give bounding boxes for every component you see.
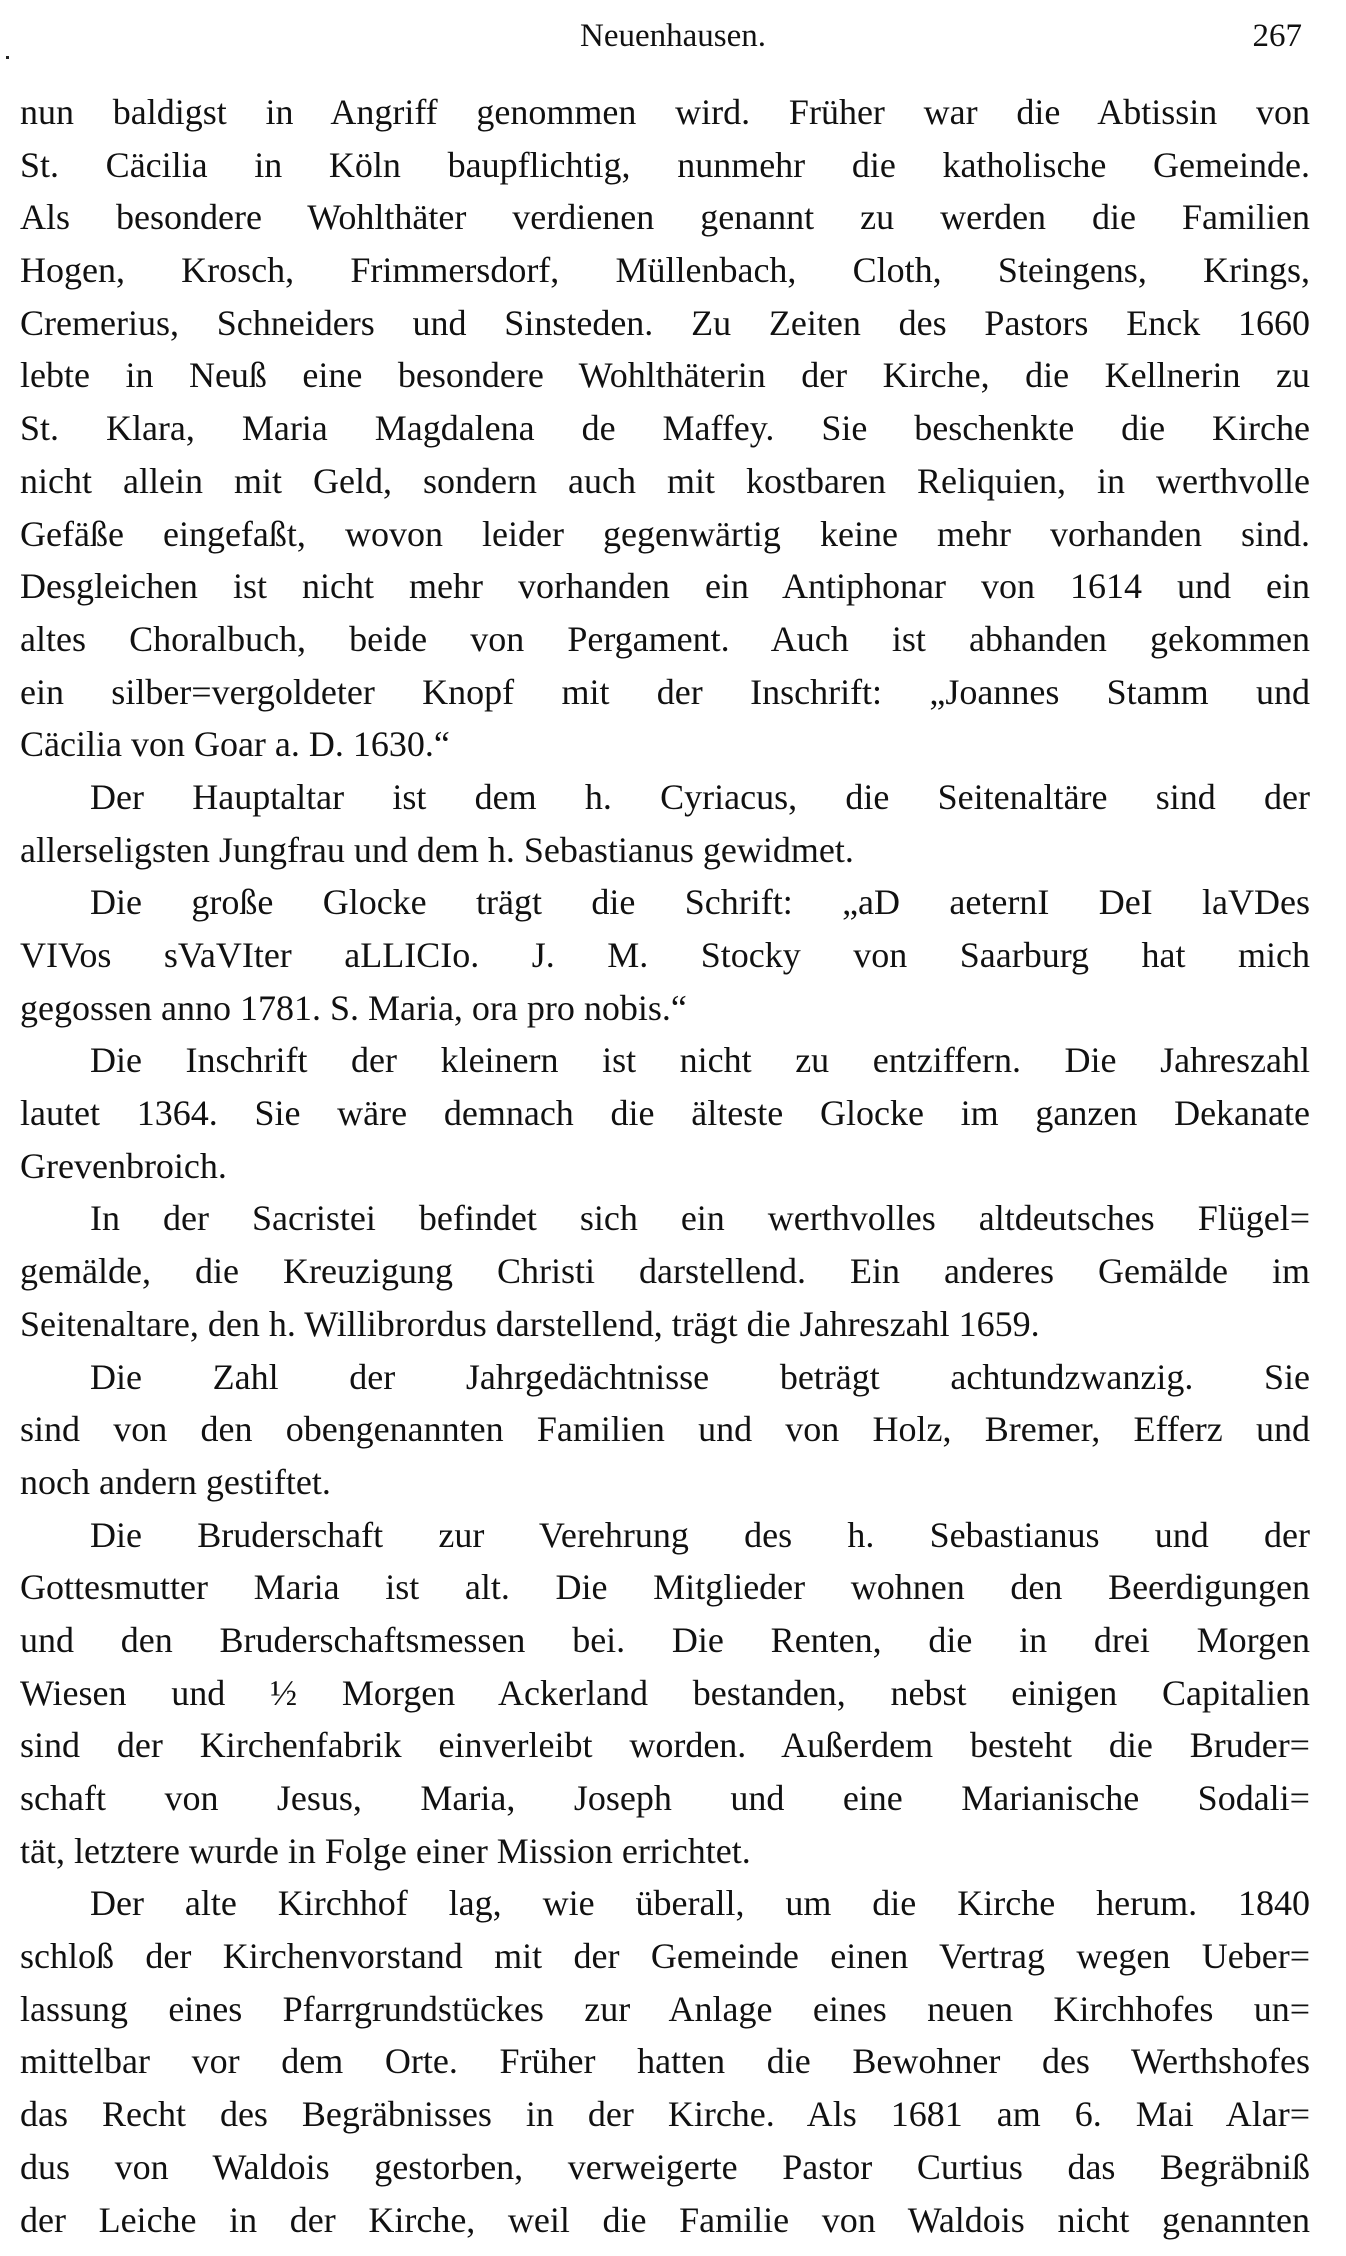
text-line: gegossen anno 1781. S. Maria, ora pro nobis.“	[20, 987, 687, 1028]
body-text	[20, 86, 1310, 2246]
paragraph	[20, 1034, 1310, 1192]
paragraph	[20, 771, 1310, 876]
text-line: lassung eines Pfarrgrundstückes zur Anlage eines neuen Kirchhofes un=	[20, 1988, 1310, 2029]
text-line: Die Bruderschaft zur Verehrung des h. Sebastianus und der	[90, 1514, 1310, 1555]
text-line: Gefäße eingefaßt, wovon leider gegenwärtig keine mehr vorhanden sind.	[20, 513, 1310, 554]
text-line: nun baldigst in Angriff genommen wird. Früher war die Abtissin von	[20, 92, 1310, 132]
paragraph	[20, 86, 1310, 771]
text-line: allerseligsten Jungfrau und dem h. Sebastianus gewidmet.	[20, 829, 854, 870]
text-line: Der alte Kirchhof lag, wie überall, um die Kirche herum. 1840	[90, 1883, 1310, 1924]
text-line: ein silber=vergoldeter Knopf mit der Inschrift: „Joannes Stamm und	[20, 671, 1310, 712]
text-line: schloß der Kirchenvorstand mit der Gemeinde einen Vertrag wegen Ueber=	[20, 1936, 1310, 1977]
text-line: lebte in Neuß eine besondere Wohlthäterin der Kirche, die Kellnerin zu	[20, 355, 1310, 396]
page-number: 267	[1252, 18, 1302, 54]
text-line: Desgleichen ist nicht mehr vorhanden ein Antiphonar von 1614 und ein	[20, 566, 1310, 607]
text-line: VIVos sVaVIter aLLICIo. J. M. Stocky von Saarburg hat mich	[20, 935, 1310, 975]
text-line: St. Cäcilia in Köln baupflichtig, nunmehr die katholische Gemeinde.	[20, 144, 1310, 185]
paragraph	[20, 876, 1310, 1034]
text-line: Die Inschrift der kleinern ist nicht zu entziffern. Die Jahreszahl	[90, 1040, 1310, 1081]
running-head	[0, 18, 1346, 62]
text-line: Der Hauptaltar ist dem h. Cyriacus, die Seitenaltäre sind der	[90, 776, 1310, 817]
text-line: sind von den obengenannten Familien und von Holz, Bremer, Efferz und	[20, 1409, 1310, 1450]
text-line: Grevenbroich.	[20, 1145, 227, 1186]
text-line: Die große Glocke trägt die Schrift: „aD aeternI DeI laVDes	[90, 882, 1310, 923]
text-line: St. Klara, Maria Magdalena de Maffey. Sie beschenkte die Kirche	[20, 408, 1310, 449]
paragraph	[20, 1509, 1310, 1878]
text-line: Wiesen und ½ Morgen Ackerland bestanden, nebst einigen Capitalien	[20, 1672, 1310, 1713]
text-line: Cremerius, Schneiders und Sinsteden. Zu Zeiten des Pastors Enck 1660	[20, 302, 1310, 343]
text-line: der Leiche in der Kirche, weil die Familie von Waldois nicht genannten	[20, 2199, 1310, 2240]
paragraph	[20, 1192, 1310, 1350]
running-head-title: Neuenhausen.	[579, 18, 766, 54]
text-line: Gottesmutter Maria ist alt. Die Mitglieder wohnen den Beerdigungen	[20, 1567, 1310, 1608]
text-line: sind der Kirchenfabrik einverleibt worden. Außerdem besteht die Bruder=	[20, 1725, 1310, 1766]
paragraph	[20, 1351, 1310, 1509]
text-line: mittelbar vor dem Orte. Früher hatten die Bewohner des Werthshofes	[20, 2041, 1310, 2082]
text-line: nicht allein mit Geld, sondern auch mit kostbaren Reliquien, in werthvolle	[20, 460, 1310, 501]
text-line: und den Bruderschaftsmessen bei. Die Renten, die in drei Morgen	[20, 1619, 1310, 1660]
text-line: das Recht des Begräbnisses in der Kirche. Als 1681 am 6. Mai Alar=	[20, 2094, 1310, 2135]
text-line: Als besondere Wohlthäter verdienen genannt zu werden die Familien	[20, 197, 1310, 238]
text-line: dus von Waldois gestorben, verweigerte Pastor Curtius das Begräbniß	[20, 2146, 1310, 2187]
paragraph	[20, 1877, 1310, 2246]
text-line: schaft von Jesus, Maria, Joseph und eine Marianische Sodali=	[20, 1778, 1310, 1818]
text-line: Cäcilia von Goar a. D. 1630.“	[20, 724, 450, 765]
text-line: gemälde, die Kreuzigung Christi darstellend. Ein anderes Gemälde im	[20, 1251, 1310, 1292]
text-line: Hogen, Krosch, Frimmersdorf, Müllenbach, Cloth, Steingens, Krings,	[20, 250, 1310, 291]
text-line: lautet 1364. Sie wäre demnach die älteste Glocke im ganzen Dekanate	[20, 1093, 1310, 1134]
text-line: Seitenaltare, den h. Willibrordus darstellend, trägt die Jahreszahl 1659.	[20, 1303, 1040, 1344]
text-line: tät, letztere wurde in Folge einer Mission errichtet.	[20, 1830, 751, 1871]
text-line: Die Zahl der Jahrgedächtnisse beträgt achtundzwanzig. Sie	[90, 1356, 1310, 1397]
text-line: altes Choralbuch, beide von Pergament. Auch ist abhanden gekommen	[20, 618, 1310, 659]
text-line: noch andern gestiftet.	[20, 1461, 331, 1502]
text-line: In der Sacristei befindet sich ein werthvolles altdeutsches Flügel=	[90, 1198, 1310, 1239]
